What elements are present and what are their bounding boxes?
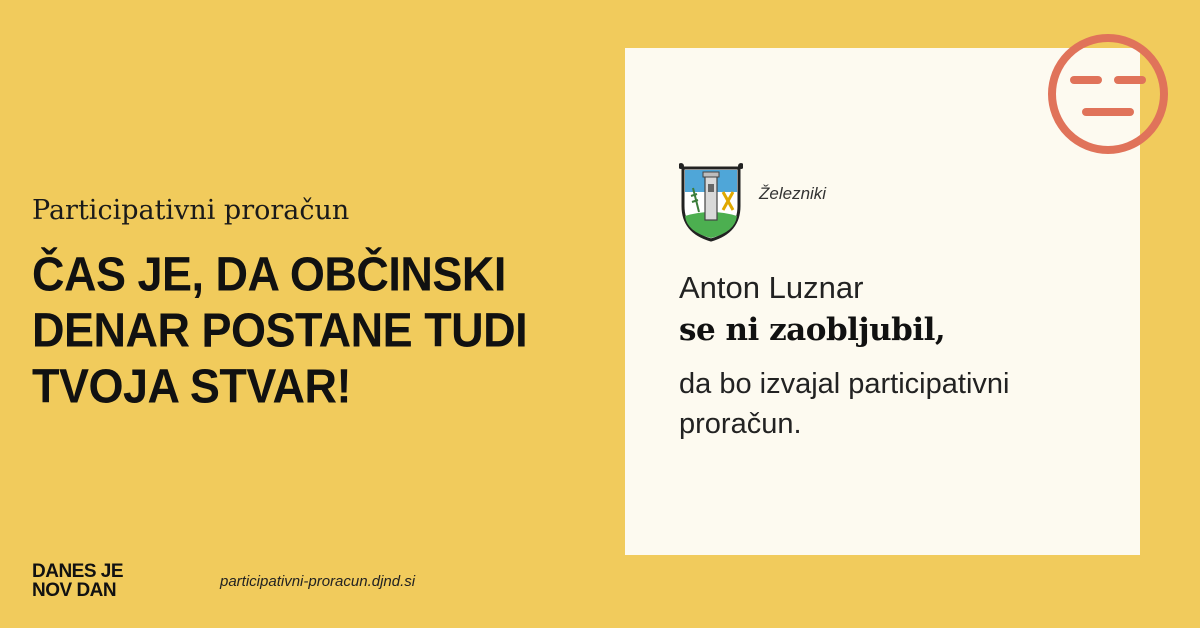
coat-of-arms-icon — [679, 162, 743, 242]
left-panel — [32, 195, 592, 414]
subtitle: Participativni proračun — [32, 195, 350, 226]
pledge-status: se ni zaobljubil, — [679, 312, 946, 348]
brand-logo — [32, 562, 123, 600]
headline — [32, 246, 592, 414]
municipality-name: Železniki — [759, 184, 827, 203]
footer-url[interactable]: participativni-proracun.djnd.si — [220, 573, 416, 590]
mayor-name: Anton Luznar — [679, 270, 864, 305]
headline-line: DENAR POSTANE TUDI — [32, 302, 528, 358]
pledge-description: da bo izvajal participativni proračun. — [679, 368, 1010, 440]
logo-line: DANES JE — [32, 561, 124, 582]
neutral-face-icon — [1046, 32, 1170, 156]
headline-line: TVOJA STVAR! — [32, 358, 352, 414]
logo-line: NOV DAN — [32, 580, 117, 601]
headline-line: ČAS JE, DA OBČINSKI — [32, 246, 506, 302]
